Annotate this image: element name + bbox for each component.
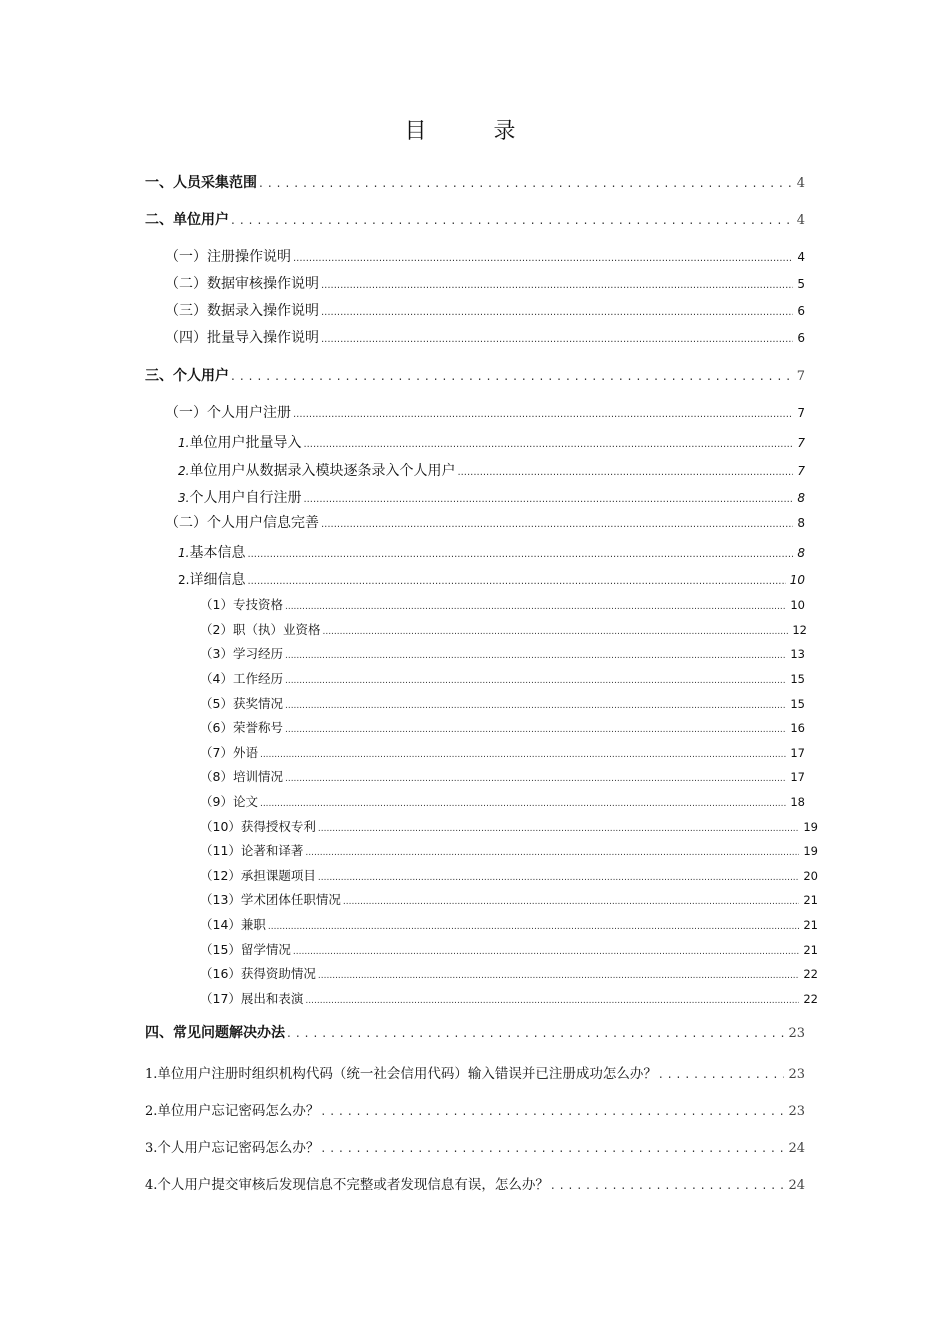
dot-leader bbox=[231, 213, 793, 227]
dot-leader bbox=[293, 947, 799, 957]
toc-entry-unit-single-entry[interactable] bbox=[178, 460, 805, 480]
toc-entry-label: 四、常见问题解决办法 bbox=[145, 1025, 285, 1041]
dot-leader bbox=[457, 467, 793, 478]
toc-entry-label: （5）获奖情况 bbox=[200, 696, 283, 711]
toc-entry-number: 1. bbox=[145, 1067, 158, 1082]
toc-entry-item[interactable] bbox=[200, 989, 818, 1007]
toc-entry-item[interactable] bbox=[200, 915, 818, 933]
dot-leader bbox=[285, 774, 786, 784]
toc-page-number: 17 bbox=[790, 770, 805, 784]
dot-leader bbox=[343, 897, 799, 907]
dot-leader bbox=[247, 549, 793, 560]
dot-leader bbox=[293, 409, 793, 420]
toc-entry-label: 三、个人用户 bbox=[145, 368, 229, 384]
dot-leader bbox=[268, 922, 799, 932]
toc-entry-label: 个人用户自行注册 bbox=[189, 490, 302, 506]
toc-page-number: 23 bbox=[788, 1104, 805, 1119]
toc-page-number: 4 bbox=[796, 176, 805, 191]
toc-page-number: 19 bbox=[803, 820, 818, 834]
toc-entry-label: （一）个人用户注册 bbox=[165, 405, 291, 421]
toc-page-number: 7 bbox=[797, 464, 805, 478]
toc-entry-label: （17）展出和表演 bbox=[200, 991, 304, 1006]
toc-page-number: 4 bbox=[796, 213, 805, 228]
toc-entry-item[interactable] bbox=[200, 669, 805, 687]
toc-entry-label: 二、单位用户 bbox=[145, 212, 229, 228]
toc-entry-unit-batch-import[interactable] bbox=[178, 432, 805, 452]
toc-entry-label: （一）注册操作说明 bbox=[165, 249, 291, 265]
toc-entry-item[interactable] bbox=[200, 964, 818, 982]
toc-page-number: 8 bbox=[797, 546, 805, 560]
toc-entry-label: 个人用户提交审核后发现信息不完整或者发现信息有误，怎么办？ bbox=[157, 1177, 549, 1193]
toc-page-number: 16 bbox=[790, 721, 805, 735]
toc-entry-number: 1. bbox=[178, 436, 190, 450]
toc-entry-label: （二）数据审核操作说明 bbox=[165, 276, 319, 292]
toc-entry-item[interactable] bbox=[200, 718, 805, 736]
toc-entry-label: （10）获得授权专利 bbox=[200, 819, 316, 834]
dot-leader bbox=[247, 576, 785, 587]
dot-leader bbox=[321, 280, 793, 291]
toc-page-number: 18 bbox=[790, 795, 805, 809]
dot-leader bbox=[321, 1141, 784, 1155]
toc-entry-label: （14）兼职 bbox=[200, 917, 266, 932]
dot-leader bbox=[303, 494, 793, 505]
toc-entry-label: （二）个人用户信息完善 bbox=[165, 515, 319, 531]
toc-page-number: 19 bbox=[803, 844, 818, 858]
toc-entry-faq-3[interactable] bbox=[145, 1136, 805, 1156]
toc-entry-item[interactable] bbox=[200, 767, 805, 785]
toc-entry-label: （16）获得资助情况 bbox=[200, 966, 316, 981]
toc-page-number: 4 bbox=[797, 250, 805, 264]
toc-page-number: 21 bbox=[803, 893, 818, 907]
toc-page-number: 17 bbox=[790, 746, 805, 760]
toc-entry-label: （8）培训情况 bbox=[200, 769, 283, 784]
toc-entry-item[interactable] bbox=[200, 694, 805, 712]
dot-leader bbox=[318, 873, 799, 883]
toc-entry-faq-1[interactable] bbox=[145, 1062, 805, 1082]
toc-entry-item[interactable] bbox=[200, 890, 818, 908]
toc-entry-label: （9）论文 bbox=[200, 794, 258, 809]
toc-entry-faq-4[interactable] bbox=[145, 1173, 805, 1193]
toc-page-number: 13 bbox=[790, 647, 805, 661]
toc-entry-number: 3. bbox=[145, 1141, 158, 1156]
dot-leader bbox=[322, 627, 788, 637]
toc-entry-item[interactable] bbox=[200, 743, 805, 761]
dot-leader bbox=[318, 971, 799, 981]
dot-leader bbox=[285, 651, 786, 661]
toc-page-number: 21 bbox=[803, 918, 818, 932]
toc-page-number: 24 bbox=[788, 1178, 805, 1193]
toc-page-number: 15 bbox=[790, 672, 805, 686]
dot-leader bbox=[551, 1178, 785, 1192]
toc-page-number: 21 bbox=[803, 943, 818, 957]
toc-entry-label: （3）学习经历 bbox=[200, 646, 283, 661]
toc-entry-detailed-info[interactable] bbox=[178, 569, 805, 589]
dot-leader bbox=[260, 750, 786, 760]
toc-page-number: 10 bbox=[790, 598, 805, 612]
toc-entry-number: 3. bbox=[178, 491, 190, 505]
toc-entry-number: 2. bbox=[178, 573, 190, 587]
toc-entry-label: （12）承担课题项目 bbox=[200, 868, 316, 883]
toc-page-number: 24 bbox=[788, 1141, 805, 1156]
dot-leader bbox=[259, 176, 793, 190]
toc-page-number: 8 bbox=[797, 516, 805, 530]
toc-page-number: 22 bbox=[803, 992, 818, 1006]
toc-entry-label: （7）外语 bbox=[200, 745, 258, 760]
toc-page-number: 7 bbox=[797, 406, 805, 420]
dot-leader bbox=[285, 602, 786, 612]
dot-leader bbox=[305, 996, 799, 1006]
dot-leader bbox=[321, 1104, 784, 1118]
dot-leader bbox=[305, 848, 799, 858]
toc-entry-label: 个人用户忘记密码怎么办？ bbox=[157, 1140, 320, 1156]
toc-entry-individual-user[interactable] bbox=[145, 365, 805, 385]
toc-entry-label: 单位用户注册时组织机构代码（统一社会信用代码）输入错误并已注册成功怎么办？ bbox=[157, 1066, 657, 1082]
toc-entry-faq-2[interactable] bbox=[145, 1099, 805, 1119]
dot-leader bbox=[260, 799, 786, 809]
toc-entry-label: （三）数据录入操作说明 bbox=[165, 303, 319, 319]
toc-entry-label: 单位用户忘记密码怎么办？ bbox=[157, 1103, 320, 1119]
toc-entry-number: 4. bbox=[145, 1178, 158, 1193]
toc-entry-batch-import[interactable] bbox=[165, 327, 805, 347]
toc-entry-label: 单位用户批量导入 bbox=[189, 435, 302, 451]
toc-entry-label: （13）学术团体任职情况 bbox=[200, 892, 341, 907]
dot-leader bbox=[321, 307, 793, 318]
toc-page-number: 23 bbox=[788, 1026, 805, 1041]
toc-page-number: 6 bbox=[797, 331, 805, 345]
toc-entry-item[interactable] bbox=[200, 841, 818, 859]
toc-entry-item[interactable] bbox=[200, 644, 805, 662]
toc-page-number: 10 bbox=[789, 573, 805, 587]
toc-page-number: 6 bbox=[797, 304, 805, 318]
dot-leader bbox=[293, 253, 793, 264]
toc-page-number: 22 bbox=[803, 967, 818, 981]
toc-entry-label: （4）工作经历 bbox=[200, 671, 283, 686]
dot-leader bbox=[287, 1026, 784, 1040]
dot-leader bbox=[659, 1067, 785, 1081]
toc-entry-basic-info[interactable] bbox=[178, 542, 805, 562]
toc-entry-faq[interactable] bbox=[145, 1022, 805, 1042]
toc-entry-label: （四）批量导入操作说明 bbox=[165, 330, 319, 346]
toc-entry-unit-user[interactable] bbox=[145, 209, 805, 229]
toc-entry-number: 2. bbox=[178, 464, 190, 478]
toc-page-number: 7 bbox=[796, 369, 805, 384]
toc-page-number: 23 bbox=[788, 1067, 805, 1082]
toc-page-number: 20 bbox=[803, 869, 818, 883]
toc-page-number: 12 bbox=[792, 623, 807, 637]
dot-leader bbox=[285, 701, 786, 711]
toc-title: 目 录 bbox=[404, 119, 546, 144]
toc-entry-label: 详细信息 bbox=[189, 572, 246, 588]
toc-entry-personnel-scope[interactable] bbox=[145, 172, 805, 192]
toc-entry-item[interactable] bbox=[200, 940, 818, 958]
toc-page-number: 5 bbox=[797, 277, 805, 291]
toc-entry-label: 单位用户从数据录入模块逐条录入个人用户 bbox=[189, 463, 456, 479]
toc-entry-info-completion[interactable] bbox=[165, 512, 805, 532]
toc-page-number: 7 bbox=[797, 436, 805, 450]
dot-leader bbox=[285, 676, 786, 686]
toc-page-number: 8 bbox=[797, 491, 805, 505]
toc-entry-label: （15）留学情况 bbox=[200, 942, 291, 957]
toc-entry-data-entry[interactable] bbox=[165, 300, 805, 320]
toc-entry-item[interactable] bbox=[200, 620, 807, 638]
toc-entry-label: （6）荣誉称号 bbox=[200, 720, 283, 735]
toc-page-number: 15 bbox=[790, 697, 805, 711]
toc-entry-label: （11）论著和译著 bbox=[200, 843, 304, 858]
toc-entry-number: 1. bbox=[178, 546, 190, 560]
toc-entry-label: （2）职（执）业资格 bbox=[200, 622, 321, 637]
toc-entry-label: （1）专技资格 bbox=[200, 597, 283, 612]
dot-leader bbox=[318, 824, 799, 834]
dot-leader bbox=[321, 519, 793, 530]
toc-entry-self-registration[interactable] bbox=[178, 487, 805, 507]
toc-entry-data-review[interactable] bbox=[165, 273, 805, 293]
toc-entry-registration[interactable] bbox=[165, 246, 805, 266]
dot-leader bbox=[231, 369, 793, 383]
toc-entry-item[interactable] bbox=[200, 866, 818, 884]
toc-entry-label: 一、人员采集范围 bbox=[145, 175, 257, 191]
toc-entry-number: 2. bbox=[145, 1104, 158, 1119]
dot-leader bbox=[303, 439, 793, 450]
dot-leader bbox=[285, 725, 786, 735]
toc-entry-label: 基本信息 bbox=[189, 545, 246, 561]
dot-leader bbox=[321, 334, 793, 345]
toc-entry-item[interactable] bbox=[200, 817, 818, 835]
toc-entry-individual-registration[interactable] bbox=[165, 402, 805, 422]
toc-entry-item[interactable] bbox=[200, 595, 805, 613]
toc-entry-item[interactable] bbox=[200, 792, 805, 810]
